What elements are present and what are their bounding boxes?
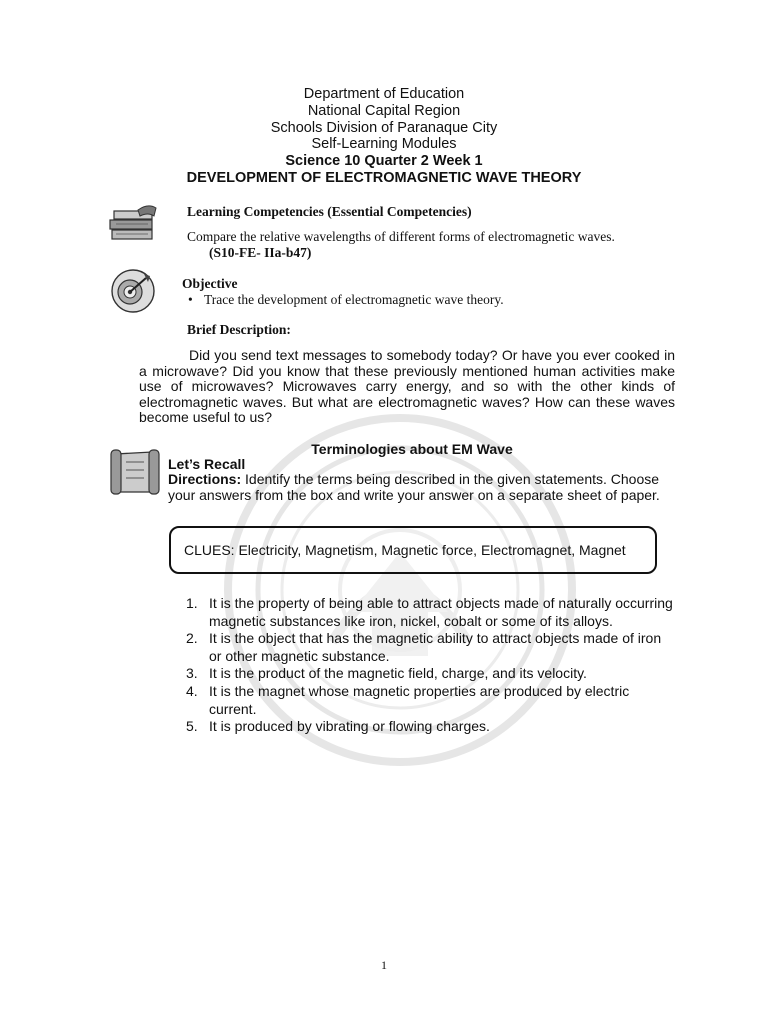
- item-text: It is the property of being able to attract objects made of naturally occurring magnetic substances like iron, nickel, cobalt or some of its alloys.: [209, 595, 673, 629]
- competency-code: (S10-FE- IIa-b47): [209, 245, 312, 260]
- objective-item: [188, 292, 504, 308]
- competencies-text: Compare the relative wavelengths of different forms of electromagnetic waves.: [187, 229, 615, 244]
- division-name: Schools Division of Paranaque City: [270, 119, 498, 136]
- item-text: It is the magnet whose magnetic properties are produced by electric current.: [209, 682, 630, 717]
- scroll-icon: [108, 448, 162, 496]
- item-number: 2.: [186, 630, 198, 647]
- directions-text: Identify the terms being described in the given statements. Choose your answers from the box and write your answer on a separate sheet of paper.: [168, 471, 660, 503]
- bullet-marker: •: [188, 292, 193, 307]
- lets-recall-title: Let’s Recall: [168, 456, 246, 472]
- list-item: [186, 665, 676, 683]
- subject-grade-week: Science 10 Quarter 2 Week 1: [285, 153, 483, 170]
- directions: [168, 471, 678, 503]
- brief-description-title: Brief Description:: [187, 322, 291, 337]
- objective-text: Trace the development of electromagnetic wave theory.: [204, 292, 504, 307]
- item-text: It is produced by vibrating or flowing charges.: [209, 718, 490, 735]
- item-number: 4.: [186, 682, 198, 699]
- department-name: Department of Education: [303, 86, 465, 102]
- target-icon: [110, 268, 156, 314]
- item-number: 3.: [186, 665, 198, 682]
- item-number: 1.: [186, 595, 198, 611]
- document-header: [0, 86, 768, 187]
- module-title: DEVELOPMENT OF ELECTROMAGNETIC WAVE THEORY: [186, 169, 582, 186]
- books-icon: [108, 204, 158, 242]
- question-list: [186, 595, 676, 736]
- clues-box: [169, 526, 657, 574]
- list-item: [186, 718, 676, 736]
- directions-label: Directions:: [168, 471, 242, 487]
- item-number: 5.: [186, 718, 198, 735]
- item-text: It is the product of the magnetic field, charge, and its velocity.: [209, 665, 587, 682]
- clues-text: CLUES: Electricity, Magnetism, Magnetic force, Electromagnet, Magnet: [184, 542, 626, 558]
- terminologies-title: Terminologies about EM Wave: [311, 441, 513, 457]
- brief-description-paragraph: Did you send text messages to somebody today? Or have you ever cooked in a microwave? Did you know that these previously mentioned human activities make use of microwaves? Microwaves carry energy, and so with the other kinds of electromagnetic waves. But what are electromagnetic waves? How can these waves become useful to us?: [139, 347, 675, 426]
- list-item: [186, 630, 676, 665]
- list-item: [186, 595, 676, 630]
- page-number: 1: [381, 958, 387, 972]
- item-text: It is the object that has the magnetic ability to attract objects made of iron or other magnetic substance.: [209, 630, 662, 664]
- module-type: Self-Learning Modules: [311, 136, 457, 153]
- list-item: [186, 683, 676, 718]
- objective-title: Objective: [182, 276, 238, 291]
- competencies-title: Learning Competencies (Essential Competencies): [187, 204, 472, 219]
- region-name: National Capital Region: [307, 102, 461, 119]
